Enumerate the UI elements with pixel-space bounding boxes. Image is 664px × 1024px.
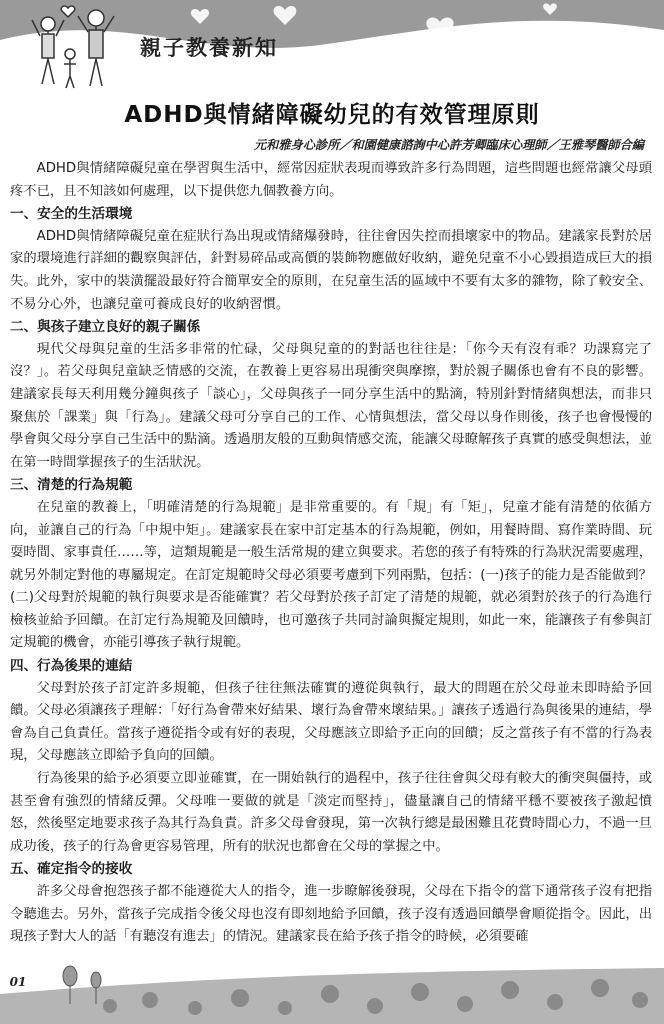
footer-decoration (0, 964, 664, 1024)
page-header (0, 0, 664, 95)
section-paragraph: 行為後果的給予必須要立即並確實，在一開始執行的過程中，孩子往往會與父母有較大的衝突與僵持，或甚至會有強烈的情緒反彈。父母唯一要做的就是「淡定而堅持」，儘量讓自己的情緒平穩不要被孩子激起憤怒，然後堅定地要求孩子為其行為負責。許多父母會發現，第一次執行總是最困難且花費時間心力，不過一旦成功後，孩子的行為會更容易管理，所有的狀況也都會在父母的掌握之中。 (10, 771, 652, 854)
section-paragraph: ADHD與情緒障礙兒童在症狀行為出現或情緒爆發時，往往會因失控而損壞家中的物品。建議家長對於居家的環境進行詳細的觀察與評估，針對易碎品或高價的裝飾物應做好收納，避免兒童不小心毀損造成巨大的損失。此外，家中的裝潢擺設最好符合簡單安全的原則，在兒童生活的區域中不要有太多的雜物，除了較安全、不易分心外，也讓兒童可養成良好的收納習慣。 (10, 228, 652, 312)
column-title: 親子教養新知 (140, 35, 278, 60)
section-heading: 一、安全的生活環境 (10, 206, 133, 223)
article-title: ADHD與情緒障礙幼兒的有效管理原則 (124, 102, 540, 128)
section-paragraph: 在兒童的教養上，「明確清楚的行為規範」是非常重要的。有「規」有「矩」，兒童才能有清楚的依循方向，並讓自己的行為「中規中矩」。建議家長在家中訂定基本的行為規範，例如，用餐時間、寫作業時間、玩耍時間、家事責任……等，這類規範是一般生活常規的建立與要求。若您的孩子有特殊的行為狀況需要處理，就另外制定對他的專屬規定。在訂定規範時父母必須要考慮到下列兩點，包括：(一)孩子的能力是否能做到？(二)父母對於規範的執行與要求是否能確實？若父母對於孩子訂定了清楚的規範，就必須對於孩子的行為進行檢核並給予回饋。在訂定行為規範及回饋時，也可邀孩子共同討論與擬定規則，如此一來，能讓孩子有參與訂定規範的機會，亦能引導孩子執行規範。 (10, 499, 652, 651)
article-body (10, 158, 652, 949)
page-number: 01 (9, 975, 27, 989)
article-byline: 元和雅身心診所／和園健康諮詢中心許芳卿臨床心理師／王雅琴醫師合編 (254, 138, 644, 152)
section-heading: 四、行為後果的連結 (10, 658, 133, 675)
section-heading: 五、確定指令的接收 (10, 861, 133, 878)
section-heading: 二、與孩子建立良好的親子關係 (10, 319, 201, 336)
section-paragraph: 許多父母會抱怨孩子都不能遵從大人的指令，進一步瞭解後發現，父母在下指令的當下通常孩子沒有把指令聽進去。另外，當孩子完成指令後父母也沒有即刻地給予回饋，孩子沒有透過回饋學會順從指令。因此，出現孩子對大人的話「有聽沒有進去」的情況。建議家長在給予孩子指令的時候，必須要確 (10, 884, 652, 945)
intro-paragraph: ADHD與情緒障礙兒童在學習與生活中，經常因症狀表現而導致許多行為問題，這些問題也經常讓父母頭疼不已，且不知該如何處理，以下提供您九個教養方向。 (10, 161, 652, 199)
section-paragraph: 現代父母與兒童的生活多非常的忙碌，父母與兒童的的對話也往往是：「你今天有沒有乖？功課寫完了沒？」。若父母與兒童缺乏情感的交流，在教養上更容易出現衝突與摩擦，對於親子關係也會有不良的影響。建議家長每天利用幾分鐘與孩子「談心」，父母與孩子一同分享生活中的點滴，特別針對情緒與想法，而非只聚焦於「課業」與「行為」。建議父母可分享自己的工作、心情與想法，當父母以身作則後，孩子也會慢慢的學會與父母分享自己生活中的點滴。透過朋友般的互動與情感交流，能讓父母瞭解孩子真實的感受與想法，並在第一時間掌握孩子的生活狀況。 (10, 341, 652, 470)
section-heading: 三、清楚的行為規範 (10, 477, 133, 494)
section-paragraph: 父母對於孩子訂定許多規範，但孩子往往無法確實的遵從與執行，最大的問題在於父母並未即時給予回饋。父母必須讓孩子理解：「好行為會帶來好結果、壞行為會帶來壞結果。」讓孩子透過行為與後果的連結，學會為自己負責任。當孩子遵從指令或有好的表現，父母應該立即給予正向的回饋；反之當孩子有不當的行為表現，父母應該立即給予負向的回饋。 (10, 680, 652, 764)
family-illustration (18, 4, 128, 92)
